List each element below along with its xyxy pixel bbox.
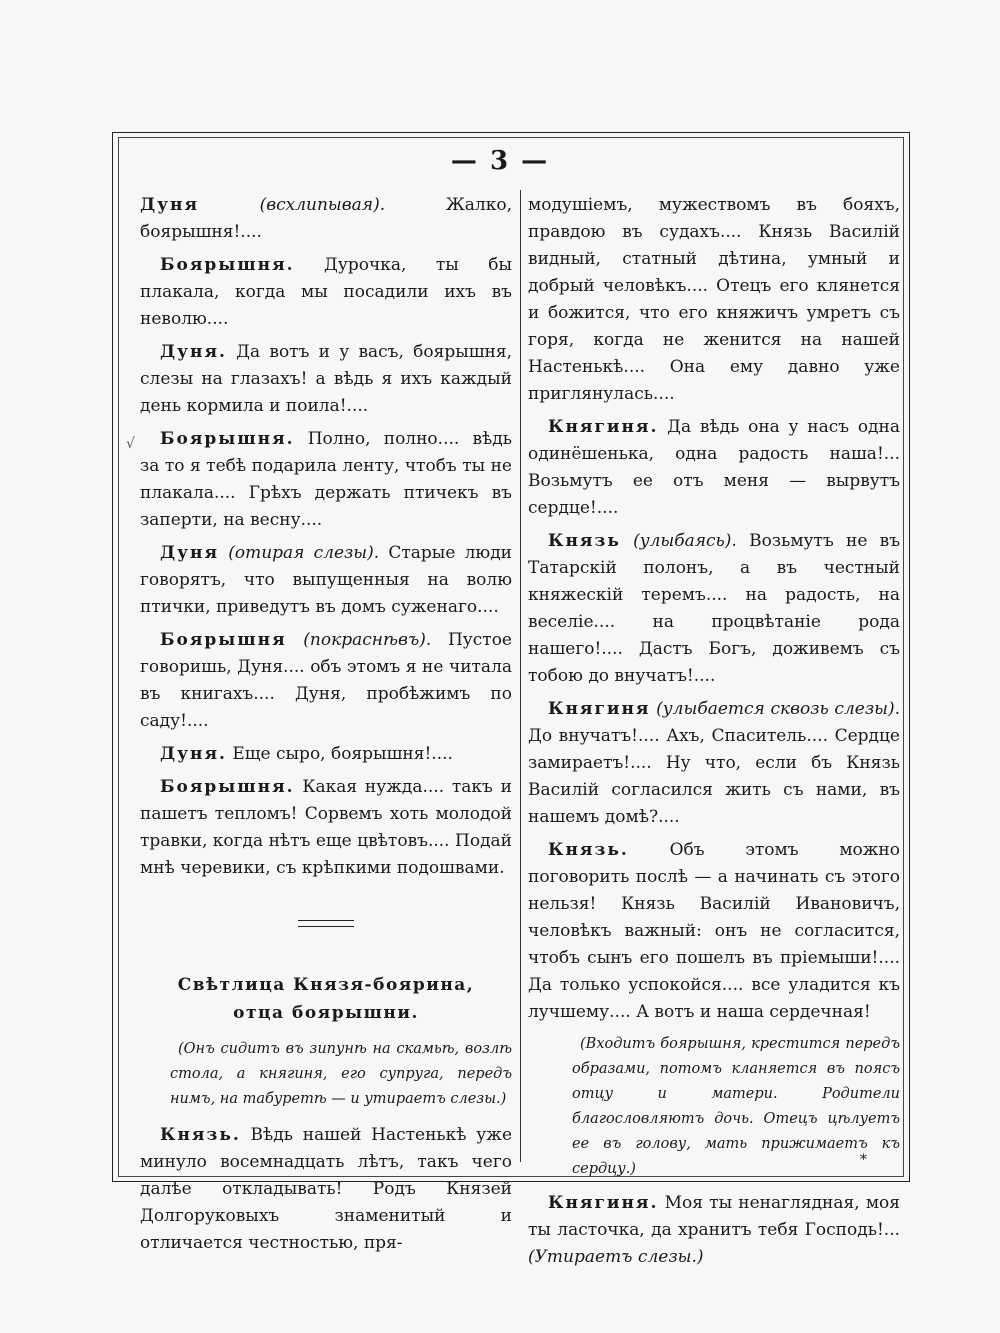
dialogue-text: Жалко, боярышня!.... [140, 195, 512, 242]
speaker-name: Боярышня [160, 630, 287, 650]
paragraph [528, 837, 900, 1026]
speaker-name: Дуня [160, 543, 219, 563]
paragraph [140, 339, 512, 420]
right-column [528, 192, 900, 1277]
paragraph [140, 1122, 512, 1257]
margin-check-mark: √ [126, 436, 135, 452]
paragraph [140, 741, 512, 768]
paragraph [140, 192, 512, 246]
stage-direction: (покраснѣвъ). [303, 630, 432, 650]
speaker-name: Дуня. [160, 744, 227, 764]
column-divider [520, 190, 521, 1162]
dialogue-text: Возьмутъ не въ Татарскій полонъ, а въ честный княжескій теремъ.... на радость, на веселіе.... на процвѣтаніе рода нашего!.... Дастъ Богъ, доживемъ съ тобою до внучатъ!.... [528, 531, 901, 686]
stage-direction-block: (Входитъ боярышня, крестится передъ образами, потомъ кланяется въ поясъ отцу и матери. Родители благословляютъ дочь. Отецъ цѣлуетъ ее въ голову, мать прижимаетъ къ сердцу.) [572, 1036, 900, 1177]
paragraph [140, 774, 512, 882]
speaker-name: Боярышня. [160, 429, 295, 449]
paragraph [140, 627, 512, 735]
dialogue-text: Дурочка, ты бы плакала, когда мы посадили ихъ въ неволю.... [140, 255, 512, 329]
speaker-name: Боярышня. [160, 777, 295, 797]
speaker-name: Княгиня. [548, 1193, 659, 1213]
speaker-name: Княгиня [548, 699, 651, 719]
paragraph [140, 540, 512, 621]
speaker-name: Княгиня. [548, 417, 659, 437]
scene-title-line: отца боярышни. [233, 1003, 419, 1023]
speaker-name: Боярышня. [160, 255, 295, 275]
paragraph-continuation [528, 192, 900, 408]
page-number: — 3 — [450, 146, 550, 176]
dialogue-text: Моя ты ненаглядная, моя ты ласточка, да хранитъ тебя Господь!... [528, 1193, 900, 1240]
left-column [140, 192, 512, 1263]
paragraph [528, 1190, 900, 1271]
paragraph [528, 414, 900, 522]
paragraph [528, 696, 900, 831]
section-divider-ornament [298, 920, 354, 927]
paragraph [140, 426, 512, 534]
scene-heading [140, 971, 512, 1027]
dialogue-text: Да вѣдь она у насъ одна одинёшенька, одна радость наша!... Возьмутъ ее отъ меня — вырвутъ сердце!.... [528, 417, 900, 518]
speaker-name: Дуня [140, 195, 199, 215]
dialogue-text: Старые люди говорятъ, что выпущенныя на волю птички, приведутъ въ домъ суженаго.... [140, 543, 512, 617]
dialogue-text: Вѣдь нашей Настенькѣ уже минуло восемнадцать лѣтъ, такъ чего далѣе откладывать! Родъ Князей Долгоруковыхъ знаменитый и отличается честностью, пря- [140, 1125, 513, 1253]
stage-direction: (улыбаясь). [633, 531, 737, 551]
paragraph [528, 528, 900, 690]
scene-title-line: Свѣтлица Князя-боярина, [177, 975, 475, 995]
dialogue-text: Еще сыро, боярышня!.... [232, 744, 453, 764]
dialogue-text: Какая нужда.... такъ и пашетъ тепломъ! Сорвемъ хоть молодой травки, когда нѣтъ еще цвѣтовъ.... Подай мнѣ черевики, съ крѣпкими подошвами. [140, 777, 512, 878]
dialogue-text: До внучатъ!.... Ахъ, Спаситель.... Сердце замираетъ!.... Ну что, если бъ Князь Василій согласился жить съ нами, въ нашемъ домѣ?.... [528, 726, 900, 827]
paragraph [140, 252, 512, 333]
dialogue-text: модушіемъ, мужествомъ въ бояхъ, правдою въ судахъ.... Князь Василій видный, статный дѣтина, умный и добрый человѣкъ.... Отецъ его клянется и божится, что его княжичъ умретъ съ горя, когда не женится на нашей Настенькѣ.... Она ему давно уже приглянулась.... [528, 195, 900, 404]
speaker-name: Князь. [548, 840, 629, 860]
dialogue-text: Пустое говоришь, Дуня.... объ этомъ я не читала въ книгахъ.... Дуня, пробѣжимъ по саду!.... [140, 630, 512, 731]
scene-stage-direction: (Онъ сидитъ въ зипунѣ на скамьѣ, возлѣ стола, а княгиня, его супруга, передъ нимъ, на табуретѣ — и утираетъ слезы.) [170, 1041, 512, 1107]
speaker-name: Князь [548, 531, 621, 551]
dialogue-text: Да вотъ и у васъ, боярышня, слезы на глазахъ! а вѣдь я ихъ каждый день кормила и поила!.... [140, 342, 513, 416]
stage-direction: (улыбается сквозь слезы). [656, 699, 900, 719]
dialogue-text: Объ этомъ можно поговорить послѣ — а начинать съ этого нельзя! Князь Василій Ивановичъ, человѣкъ важный: онъ не согласится, чтобъ сынъ его пошелъ въ пріемыши!.... Да только успокойся.... все уладится къ лучшему.... А вотъ и наша сердечная! [528, 840, 900, 1022]
stage-direction: (всхлипывая). [259, 195, 386, 215]
footnote-mark: * [860, 1152, 867, 1168]
stage-direction: (отирая слезы). [228, 543, 380, 563]
speaker-name: Дуня. [160, 342, 227, 362]
stage-direction: (Утираетъ слезы.) [528, 1247, 704, 1267]
dialogue-text: Полно, полно.... вѣдь за то я тебѣ подарила ленту, чтобъ ты не плакала.... Грѣхъ держать птичекъ въ заперти, на весну.... [140, 429, 513, 530]
speaker-name: Князь. [160, 1125, 241, 1145]
